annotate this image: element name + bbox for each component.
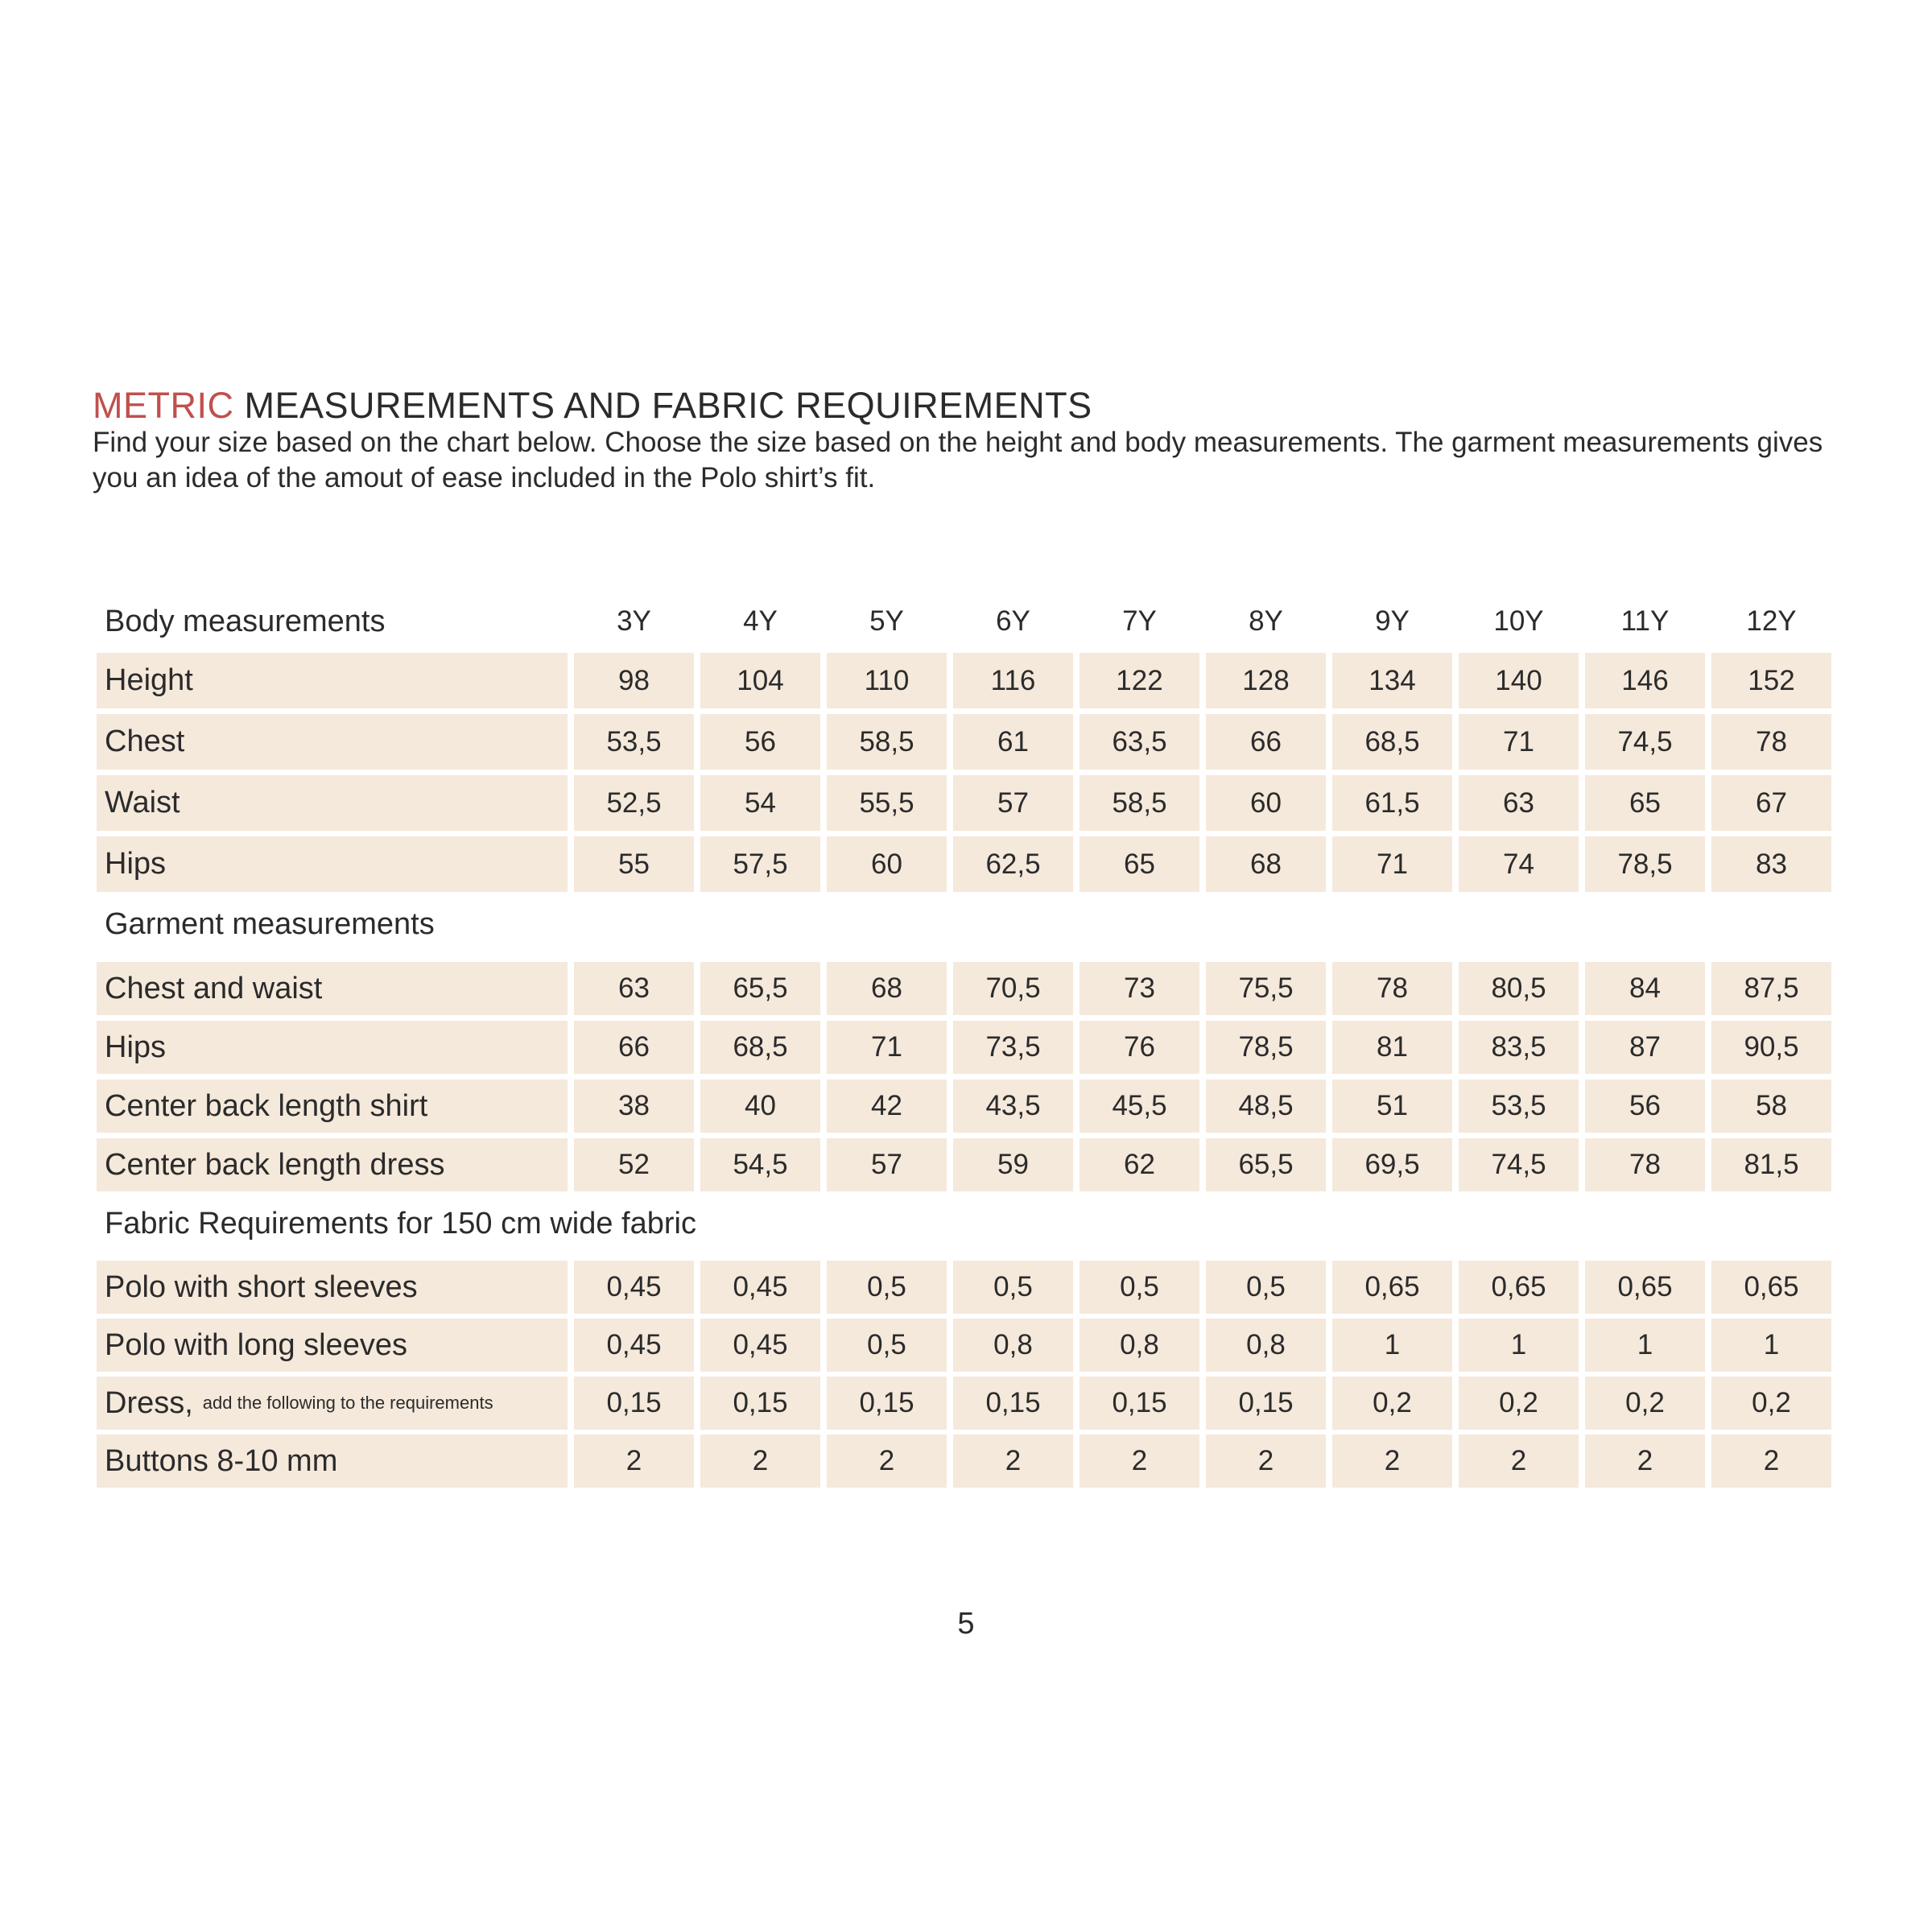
table-cell: 0,45 <box>574 1319 694 1372</box>
table-cell: 2 <box>1206 1435 1326 1488</box>
table-cell: 63 <box>574 962 694 1015</box>
table-cell: 90,5 <box>1711 1021 1831 1074</box>
table-cell: 61 <box>953 714 1073 770</box>
table-cell: 1 <box>1585 1319 1705 1372</box>
table-cell: 58,5 <box>827 714 947 770</box>
row-label <box>97 1377 568 1430</box>
table-cell: 38 <box>574 1080 694 1133</box>
row-label-text: Hips <box>105 1030 167 1064</box>
row-label-text: Center back length shirt <box>105 1088 428 1123</box>
table-cell: 0,5 <box>1206 1261 1326 1314</box>
table-cell: 0,15 <box>1206 1377 1326 1430</box>
row-label <box>97 836 568 892</box>
row-label <box>97 653 568 708</box>
table-cell: 0,5 <box>827 1261 947 1314</box>
table-cell: 0,5 <box>827 1319 947 1372</box>
table-cell: 87 <box>1585 1021 1705 1074</box>
table-cell: 62,5 <box>953 836 1073 892</box>
table-cell: 57 <box>953 775 1073 831</box>
table-cell: 2 <box>574 1435 694 1488</box>
table-cell: 0,2 <box>1459 1377 1579 1430</box>
size-header: 4Y <box>743 605 778 637</box>
table-cell: 78,5 <box>1206 1021 1326 1074</box>
table-cell: 75,5 <box>1206 962 1326 1015</box>
table-cell: 53,5 <box>1459 1080 1579 1133</box>
table-cell: 0,15 <box>700 1377 820 1430</box>
size-chart-table <box>97 596 1831 1488</box>
row-label <box>97 714 568 770</box>
table-cell: 62 <box>1080 1138 1199 1191</box>
row-label <box>97 1319 568 1372</box>
row-label <box>97 1080 568 1133</box>
row-label <box>97 1261 568 1314</box>
row-label <box>97 1435 568 1488</box>
row-label-text: Center back length dress <box>105 1147 445 1182</box>
table-cell: 84 <box>1585 962 1705 1015</box>
table-cell: 0,2 <box>1332 1377 1452 1430</box>
table-cell: 57 <box>827 1138 947 1191</box>
table-cell: 0,65 <box>1332 1261 1452 1314</box>
table-cell: 60 <box>1206 775 1326 831</box>
table-cell: 67 <box>1711 775 1831 831</box>
row-label-text: Buttons 8-10 mm <box>105 1443 338 1478</box>
table-cell: 51 <box>1332 1080 1452 1133</box>
table-cell: 2 <box>1332 1435 1452 1488</box>
row-label-note: add the following to the requirements <box>202 1393 493 1413</box>
table-cell: 65 <box>1585 775 1705 831</box>
section-title: Garment measurements <box>105 906 435 941</box>
table-cell: 0,45 <box>700 1261 820 1314</box>
size-header: 9Y <box>1375 605 1410 637</box>
table-cell: 140 <box>1459 653 1579 708</box>
table-cell: 68 <box>1206 836 1326 892</box>
table-cell: 74,5 <box>1459 1138 1579 1191</box>
size-header: 6Y <box>996 605 1030 637</box>
table-cell: 42 <box>827 1080 947 1133</box>
header-label: Body measurements <box>105 604 386 638</box>
row-label-text: Polo with long sleeves <box>105 1327 407 1362</box>
table-cell: 54,5 <box>700 1138 820 1191</box>
table-cell: 2 <box>1711 1435 1831 1488</box>
table-cell: 58 <box>1711 1080 1831 1133</box>
row-label <box>97 962 568 1015</box>
table-cell: 0,2 <box>1711 1377 1831 1430</box>
table-cell: 0,5 <box>1080 1261 1199 1314</box>
table-cell: 63,5 <box>1080 714 1199 770</box>
table-cell: 0,8 <box>1080 1319 1199 1372</box>
table-cell: 43,5 <box>953 1080 1073 1133</box>
table-cell: 45,5 <box>1080 1080 1199 1133</box>
table-cell: 2 <box>827 1435 947 1488</box>
table-cell: 65,5 <box>700 962 820 1015</box>
size-header: 11Y <box>1620 605 1670 637</box>
size-header: 12Y <box>1746 605 1797 637</box>
table-cell: 0,8 <box>1206 1319 1326 1372</box>
intro-text: Find your size based on the chart below. Choose the size based on the height and body measurements. The garment measurements gives you an idea of the amout of ease included in the Polo shirt’s fit. <box>93 427 1823 493</box>
table-cell: 2 <box>953 1435 1073 1488</box>
table-cell: 65 <box>1080 836 1199 892</box>
table-cell: 59 <box>953 1138 1073 1191</box>
size-header: 5Y <box>869 605 904 637</box>
table-cell: 68,5 <box>700 1021 820 1074</box>
table-cell: 0,45 <box>574 1261 694 1314</box>
table-cell: 52,5 <box>574 775 694 831</box>
table-cell: 152 <box>1711 653 1831 708</box>
title-rest: MEASUREMENTS AND FABRIC REQUIREMENTS <box>244 385 1092 426</box>
table-cell: 70,5 <box>953 962 1073 1015</box>
table-cell: 55 <box>574 836 694 892</box>
table-cell: 0,65 <box>1585 1261 1705 1314</box>
table-cell: 78 <box>1585 1138 1705 1191</box>
row-label <box>97 1021 568 1074</box>
table-cell: 66 <box>1206 714 1326 770</box>
table-cell: 2 <box>1080 1435 1199 1488</box>
table-cell: 0,65 <box>1459 1261 1579 1314</box>
table-cell: 116 <box>953 653 1073 708</box>
row-label-text: Dress, <box>105 1385 193 1420</box>
table-cell: 98 <box>574 653 694 708</box>
table-cell: 0,15 <box>1080 1377 1199 1430</box>
table-cell: 0,15 <box>574 1377 694 1430</box>
table-cell: 74,5 <box>1585 714 1705 770</box>
row-label <box>97 775 568 831</box>
row-label-text: Polo with short sleeves <box>105 1269 418 1304</box>
size-header: 8Y <box>1249 605 1283 637</box>
table-cell: 134 <box>1332 653 1452 708</box>
table-cell: 0,45 <box>700 1319 820 1372</box>
row-label-text: Chest and waist <box>105 971 323 1005</box>
table-cell: 76 <box>1080 1021 1199 1074</box>
table-cell: 1 <box>1711 1319 1831 1372</box>
table-cell: 68 <box>827 962 947 1015</box>
table-cell: 57,5 <box>700 836 820 892</box>
table-cell: 65,5 <box>1206 1138 1326 1191</box>
row-label-text: Height <box>105 663 193 697</box>
table-cell: 56 <box>700 714 820 770</box>
table-cell: 74 <box>1459 836 1579 892</box>
row-label <box>97 1138 568 1191</box>
table-cell: 1 <box>1332 1319 1452 1372</box>
table-cell: 0,8 <box>953 1319 1073 1372</box>
table-cell: 83,5 <box>1459 1021 1579 1074</box>
table-cell: 81 <box>1332 1021 1452 1074</box>
row-label-text: Hips <box>105 847 167 881</box>
page-title <box>93 385 1092 427</box>
table-cell: 55,5 <box>827 775 947 831</box>
table-cell: 122 <box>1080 653 1199 708</box>
table-cell: 146 <box>1585 653 1705 708</box>
table-cell: 0,15 <box>953 1377 1073 1430</box>
table-cell: 60 <box>827 836 947 892</box>
table-cell: 83 <box>1711 836 1831 892</box>
page-number: 5 <box>957 1607 975 1641</box>
table-cell: 69,5 <box>1332 1138 1452 1191</box>
table-cell: 40 <box>700 1080 820 1133</box>
table-cell: 73 <box>1080 962 1199 1015</box>
table-cell: 80,5 <box>1459 962 1579 1015</box>
table-cell: 104 <box>700 653 820 708</box>
table-cell: 2 <box>1585 1435 1705 1488</box>
table-cell: 68,5 <box>1332 714 1452 770</box>
row-label-text: Waist <box>105 786 180 819</box>
table-cell: 73,5 <box>953 1021 1073 1074</box>
table-cell: 2 <box>700 1435 820 1488</box>
table-cell: 78 <box>1711 714 1831 770</box>
table-cell: 61,5 <box>1332 775 1452 831</box>
table-cell: 71 <box>827 1021 947 1074</box>
table-cell: 0,2 <box>1585 1377 1705 1430</box>
table-cell: 48,5 <box>1206 1080 1326 1133</box>
table-cell: 63 <box>1459 775 1579 831</box>
table-cell: 56 <box>1585 1080 1705 1133</box>
table-cell: 52 <box>574 1138 694 1191</box>
table-cell: 128 <box>1206 653 1326 708</box>
table-cell: 54 <box>700 775 820 831</box>
table-cell: 81,5 <box>1711 1138 1831 1191</box>
title-accent: METRIC <box>93 385 234 426</box>
size-header: 3Y <box>617 605 651 637</box>
table-cell: 66 <box>574 1021 694 1074</box>
table-cell: 71 <box>1332 836 1452 892</box>
row-label-text: Chest <box>105 724 185 758</box>
section-title: Fabric Requirements for 150 cm wide fabric <box>105 1206 696 1241</box>
table-cell: 0,15 <box>827 1377 947 1430</box>
table-cell: 78 <box>1332 962 1452 1015</box>
table-cell: 58,5 <box>1080 775 1199 831</box>
table-cell: 1 <box>1459 1319 1579 1372</box>
size-header: 7Y <box>1122 605 1157 637</box>
table-cell: 0,65 <box>1711 1261 1831 1314</box>
table-cell: 0,5 <box>953 1261 1073 1314</box>
table-cell: 110 <box>827 653 947 708</box>
table-cell: 71 <box>1459 714 1579 770</box>
table-cell: 78,5 <box>1585 836 1705 892</box>
table-cell: 87,5 <box>1711 962 1831 1015</box>
size-header: 10Y <box>1493 605 1544 637</box>
table-cell: 53,5 <box>574 714 694 770</box>
table-cell: 2 <box>1459 1435 1579 1488</box>
